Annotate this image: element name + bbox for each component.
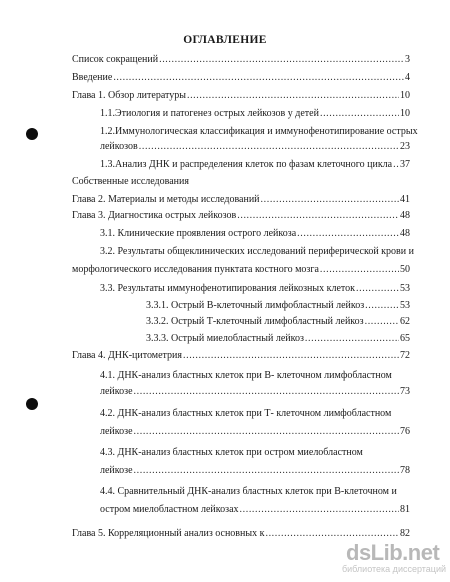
toc-entry-text: лейкозе — [100, 465, 133, 476]
toc-entry — [146, 333, 410, 345]
toc-leader — [139, 141, 399, 153]
toc-leader — [265, 528, 399, 540]
toc-page-number: 50 — [400, 264, 410, 275]
toc-leader — [261, 194, 399, 206]
punch-hole-bottom — [26, 398, 38, 410]
toc-leader — [365, 300, 399, 312]
toc-entry — [100, 386, 410, 398]
toc-page-number: 78 — [400, 465, 410, 476]
toc-page-number: 62 — [400, 316, 410, 327]
toc-entry-text: морфологического исследования пунктата костного мозга — [72, 264, 319, 275]
toc-leader — [240, 504, 399, 516]
toc-page-number: 48 — [400, 228, 410, 239]
toc-page-number: 10 — [400, 90, 410, 101]
toc-page-number: 23 — [400, 141, 410, 152]
toc-entry-text: 1.3.Анализ ДНК и распределения клеток по фазам клеточного цикла — [100, 159, 393, 170]
toc-page-number: 53 — [400, 300, 410, 311]
toc-entry — [100, 108, 410, 120]
toc-leader — [183, 350, 399, 362]
toc-page-number: 65 — [400, 333, 410, 344]
watermark — [340, 540, 450, 580]
toc-entry-line1: 4.3. ДНК-анализ бластных клеток при остром миелобластном — [100, 447, 363, 458]
toc-leader — [159, 54, 404, 66]
toc-leader — [297, 228, 399, 240]
toc-page-number: 72 — [400, 350, 410, 361]
toc-leader — [113, 72, 404, 84]
toc-entry-line1: 1.2.Иммунологическая классификация и иммунофенотипирование острых — [100, 126, 418, 137]
toc-entry-text: Введение — [72, 72, 113, 83]
watermark-subtitle: библиотека диссертаций — [342, 564, 447, 574]
toc-entry-text: Глава 2. Материалы и методы исследований — [72, 194, 260, 205]
toc-leader — [393, 159, 399, 171]
watermark-logo: dsLib.net — [346, 540, 440, 565]
toc-entry — [72, 54, 410, 66]
toc-entry-text: остром миелобластном лейкозах — [100, 504, 239, 515]
toc-entry-line1: 3.2. Результаты общеклинических исследований периферической крови и — [100, 246, 414, 257]
toc-entry-text: 3.3.2. Острый Т-клеточный лимфобластный лейкоз — [146, 316, 364, 327]
toc-page-number: 81 — [400, 504, 410, 515]
toc-page-number: 53 — [400, 283, 410, 294]
toc-leader — [320, 108, 399, 120]
toc-entry — [72, 528, 410, 540]
toc-section-heading: Собственные исследования — [72, 176, 189, 187]
toc-page-number: 48 — [400, 210, 410, 221]
toc-entry — [72, 210, 410, 222]
toc-entry — [100, 228, 410, 240]
toc-entry-text: 3.1. Клинические проявления острого лейкоза — [100, 228, 297, 239]
toc-entry — [72, 194, 410, 206]
toc-entry-line1: 4.1. ДНК-анализ бластных клеток при В- клеточном лимфобластном — [100, 370, 392, 381]
toc-entry-text: Список сокращений — [72, 54, 159, 65]
toc-page-number: 76 — [400, 426, 410, 437]
toc-entry-text: Глава 3. Диагностика острых лейкозов — [72, 210, 237, 221]
toc-entry-text: Глава 1. Обзор литературы — [72, 90, 186, 101]
toc-entry — [72, 90, 410, 102]
toc-entry — [100, 465, 410, 477]
toc-entry — [72, 264, 410, 276]
toc-leader — [187, 90, 399, 102]
toc-leader — [134, 386, 399, 398]
punch-hole-top — [26, 128, 38, 140]
toc-entry-text: лейкозе — [100, 426, 133, 437]
toc-entry-text: 3.3.3. Острый миелобластный лейкоз — [146, 333, 304, 344]
toc-entry-text: лейкозов — [100, 141, 138, 152]
toc-leader — [134, 465, 399, 477]
toc-page-number: 41 — [400, 194, 410, 205]
toc-leader — [365, 316, 399, 328]
toc-entry-text: Глава 5. Корреляционный анализ основных к — [72, 528, 265, 539]
toc-entry-text: 1.1.Этиология и патогенез острых лейкозов у детей — [100, 108, 319, 119]
toc-page-number: 37 — [400, 159, 410, 170]
toc-leader — [134, 426, 399, 438]
toc-leader — [320, 264, 399, 276]
toc-entry — [100, 141, 410, 153]
toc-entry — [72, 72, 410, 84]
toc-page-number: 82 — [400, 528, 410, 539]
toc-entry — [72, 350, 410, 362]
toc-entry-text: 3.3.1. Острый В-клеточный лимфобластный лейкоз — [146, 300, 365, 311]
toc-entry — [146, 300, 410, 312]
toc-entry — [100, 283, 410, 295]
toc-page-number: 3 — [405, 54, 410, 65]
toc-page-number: 10 — [400, 108, 410, 119]
toc-entry — [100, 426, 410, 438]
toc-entry-text: лейкозе — [100, 386, 133, 397]
toc-entry-line1: 4.2. ДНК-анализ бластных клеток при Т- клеточном лимфобластном — [100, 408, 392, 419]
toc-entry-line1: 4.4. Сравнительный ДНК-анализ бластных клеток при В-клеточном и — [100, 486, 397, 497]
toc-page-number: 4 — [405, 72, 410, 83]
toc-leader — [237, 210, 399, 222]
toc-entry — [146, 316, 410, 328]
toc-entry-text: Глава 4. ДНК-цитометрия — [72, 350, 182, 361]
toc-leader — [305, 333, 399, 345]
toc-leader — [356, 283, 399, 295]
toc-entry — [100, 159, 410, 171]
toc-page-number: 73 — [400, 386, 410, 397]
toc-title: ОГЛАВЛЕНИЕ — [183, 34, 267, 46]
toc-entry-text: 3.3. Результаты иммунофенотипирования лейкозных клеток — [100, 283, 356, 294]
toc-entry — [100, 504, 410, 516]
